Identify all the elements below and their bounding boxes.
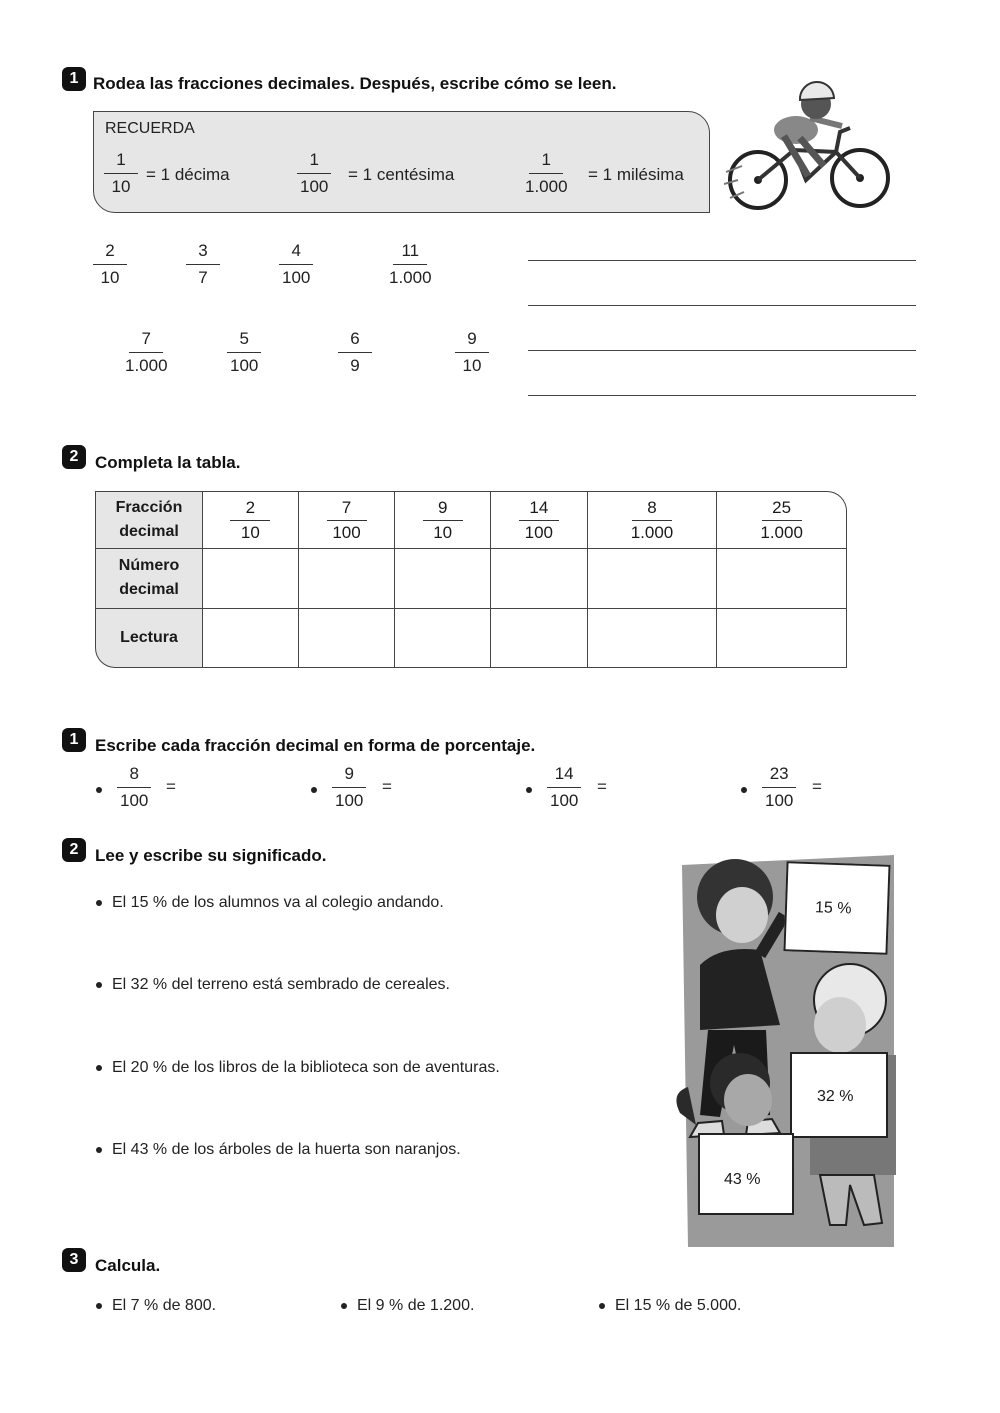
bullet xyxy=(526,781,542,799)
exercise-title: Calcula. xyxy=(95,1256,161,1275)
list-item: El 15 % de los alumnos va al colegio andando. xyxy=(96,894,444,912)
answer-cell[interactable] xyxy=(203,549,299,608)
completa-table xyxy=(95,491,847,668)
row-header-fraccion: Fracción decimal xyxy=(95,491,203,549)
fraction: $\frac{7}{1.000}$ xyxy=(125,329,168,375)
fraction: $\frac{7}{100}$ xyxy=(326,498,366,543)
fraction: $\frac{14}{100}$ xyxy=(544,764,584,811)
exercise-number-badge: 2 xyxy=(62,838,86,862)
fraction: $\frac{25}{1.000}$ xyxy=(760,497,803,542)
kids-illustration xyxy=(660,855,896,1247)
bullet xyxy=(311,781,327,799)
fraction: $\frac{2}{10}$ xyxy=(230,498,270,543)
answer-line[interactable] xyxy=(528,395,916,396)
exercise-number-badge: 1 xyxy=(62,67,86,91)
list-item: El 15 % de 5.000. xyxy=(599,1297,741,1315)
bullet xyxy=(741,781,757,799)
fraction: $\frac{3}{7}$ xyxy=(186,241,220,288)
list-item: El 32 % del terreno está sembrado de cereales. xyxy=(96,976,450,994)
exercise-title: Escribe cada fracción decimal en forma de porcentaje. xyxy=(95,736,536,755)
sign-card: 43 % xyxy=(698,1133,794,1215)
answer-cell[interactable] xyxy=(491,609,588,668)
recuerda-equality: = 1 décima xyxy=(146,165,230,184)
answer-cell[interactable] xyxy=(717,609,847,668)
recuerda-fraction: $\frac{1}{100}$ xyxy=(294,150,334,197)
answer-cell[interactable] xyxy=(395,609,491,668)
fraction: $\frac{8}{1.000}$ xyxy=(630,497,674,542)
fraction: $\frac{9}{100}$ xyxy=(329,764,369,811)
equals-sign: = xyxy=(382,777,392,796)
list-item: El 9 % de 1.200. xyxy=(341,1297,474,1315)
fraction: $\frac{14}{100}$ xyxy=(519,498,559,543)
fraction: $\frac{9}{10}$ xyxy=(455,329,489,376)
answer-cell[interactable] xyxy=(491,549,588,608)
bullet xyxy=(96,781,112,799)
answer-cell[interactable] xyxy=(588,549,718,608)
exercise-title: Completa la tabla. xyxy=(95,453,241,472)
answer-cell[interactable] xyxy=(588,609,718,668)
cyclist-illustration xyxy=(724,80,894,215)
fraction: $\frac{8}{100}$ xyxy=(114,764,154,811)
fraction: $\frac{2}{10}$ xyxy=(93,241,127,288)
equals-sign: = xyxy=(597,777,607,796)
fraction: $\frac{5}{100}$ xyxy=(224,329,264,376)
equals-sign: = xyxy=(812,777,822,796)
row-header-lectura: Lectura xyxy=(95,609,203,668)
fraction: $\frac{11}{1.000}$ xyxy=(389,241,432,287)
fraction: $\frac{4}{100}$ xyxy=(276,241,316,288)
recuerda-box xyxy=(93,111,710,213)
list-item: El 43 % de los árboles de la huerta son naranjos. xyxy=(96,1141,461,1159)
sign-card: 15 % xyxy=(783,861,890,955)
answer-cell[interactable] xyxy=(203,609,299,668)
equals-sign: = xyxy=(166,777,176,796)
list-item: El 7 % de 800. xyxy=(96,1297,216,1315)
table-row xyxy=(95,491,847,549)
recuerda-label: RECUERDA xyxy=(105,120,195,137)
table-row xyxy=(95,549,847,608)
table-cell xyxy=(395,491,491,549)
answer-cell[interactable] xyxy=(299,609,396,668)
table-cell xyxy=(491,491,588,549)
exercise-title: Lee y escribe su significado. xyxy=(95,846,327,865)
exercise-title: Rodea las fracciones decimales. Después, escribe cómo se leen. xyxy=(93,74,617,93)
row-header-numero: Número decimal xyxy=(95,549,203,608)
fraction: $\frac{23}{100}$ xyxy=(759,764,799,811)
recuerda-fraction: $\frac{1}{10}$ xyxy=(104,150,138,197)
list-item: El 20 % de los libros de la biblioteca son de aventuras. xyxy=(96,1059,500,1077)
answer-cell[interactable] xyxy=(395,549,491,608)
table-row xyxy=(95,609,847,668)
fraction: $\frac{6}{9}$ xyxy=(338,329,372,376)
table-cell xyxy=(588,491,718,549)
answer-line[interactable] xyxy=(528,350,916,351)
answer-cell[interactable] xyxy=(299,549,396,608)
recuerda-fraction: $\frac{1}{1.000}$ xyxy=(525,150,568,196)
exercise-number-badge: 1 xyxy=(62,728,86,752)
answer-line[interactable] xyxy=(528,260,916,261)
table-cell xyxy=(299,491,396,549)
recuerda-equality: = 1 centésima xyxy=(348,165,455,184)
exercise-number-badge: 3 xyxy=(62,1248,86,1272)
table-cell xyxy=(717,491,847,549)
table-cell xyxy=(203,491,299,549)
exercise-number-badge: 2 xyxy=(62,445,86,469)
fraction: $\frac{9}{10}$ xyxy=(423,498,463,543)
sign-card: 32 % xyxy=(790,1052,888,1138)
recuerda-equality: = 1 milésima xyxy=(588,165,684,184)
answer-line[interactable] xyxy=(528,305,916,306)
answer-cell[interactable] xyxy=(717,549,847,608)
